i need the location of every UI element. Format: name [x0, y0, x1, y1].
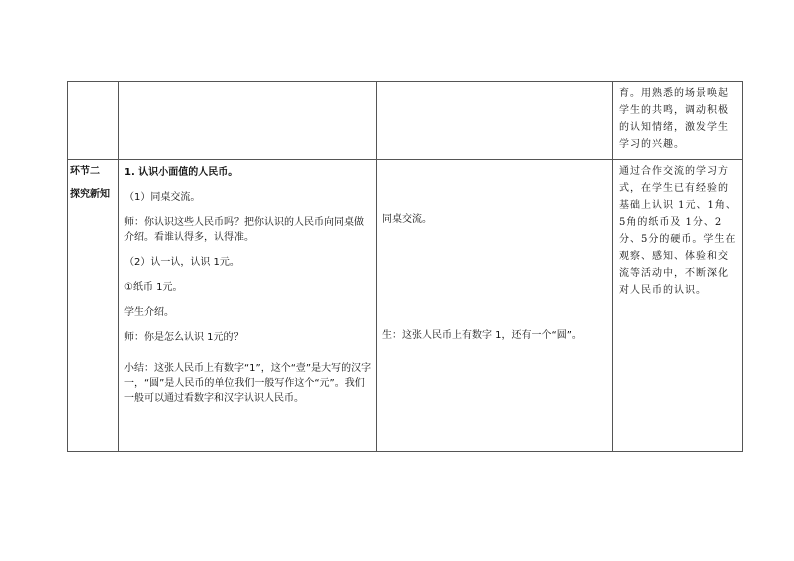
stage-label: 环节二 — [70, 166, 100, 177]
teacher-question-2: 师：你是怎么认识 1元的？ — [124, 332, 244, 343]
teacher-step-1: （1）同桌交流。 — [124, 192, 201, 203]
teacher-step-note: ①纸币 1元。 — [124, 282, 183, 293]
design-note-cell — [613, 82, 743, 160]
student-activity-cell — [377, 160, 613, 452]
teacher-step-intro: 学生介绍。 — [124, 307, 174, 318]
table-row-explore — [68, 160, 743, 452]
section-heading: 1. 认识小面值的人民币。 — [124, 167, 239, 178]
teacher-question-1: 师：你认识这些人民币吗？把你认识的人民币向同桌做介绍。看谁认得多，认得准。 — [124, 217, 364, 243]
stage-title: 探究新知 — [70, 189, 110, 200]
stage-cell — [68, 160, 119, 452]
student-answer: 生：这张人民币上有数字 1，还有一个“圆”。 — [382, 330, 582, 341]
teacher-cell-empty — [119, 82, 377, 160]
teacher-activity-cell — [119, 160, 377, 452]
student-cell-empty — [377, 82, 613, 160]
design-intent-cell — [613, 160, 743, 452]
design-note-text: 育。用熟悉的场景唤起学生的共鸣，调动积极的认知情绪，激发学生学习的兴趣。 — [619, 88, 729, 150]
teacher-step-2: （2）认一认，认识 1元。 — [124, 257, 240, 268]
teacher-summary: 小结：这张人民币上有数字“1”，这个“壹”是大写的汉字一，“圆”是人民币的单位我们一般写作这个“元”。我们一般可以通过看数字和汉字认识人民币。 — [124, 363, 372, 404]
stage-cell-empty — [68, 82, 119, 160]
lesson-plan-table — [67, 81, 743, 452]
student-exchange: 同桌交流。 — [382, 214, 432, 225]
table-row-continued — [68, 82, 743, 160]
design-intent-text: 通过合作交流的学习方式，在学生已有经验的基础上认识 1元、1角、5角的纸币及 1分、2分、5分的硬币。学生在观察、感知、体验和交流等活动中，不断深化对人民币的认识。 — [619, 166, 737, 296]
